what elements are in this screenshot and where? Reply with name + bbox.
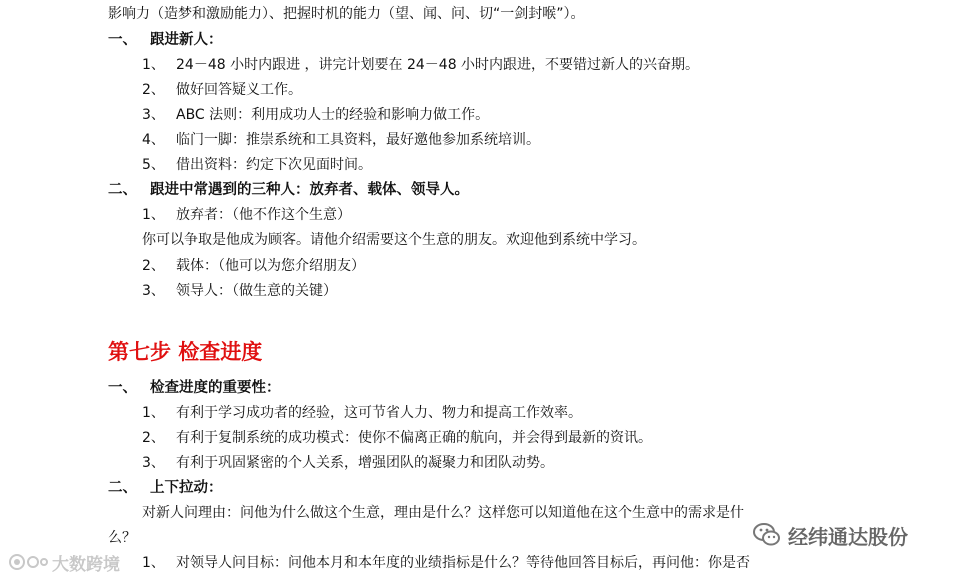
list-item — [142, 205, 351, 225]
intro-tail-text: 影响力（造梦和激励能力）、把握时机的能力（望、闻、问、切“一剑封喉”）。 — [108, 6, 585, 22]
watermark-right — [752, 520, 908, 550]
item-text: 有利于学习成功者的经验，这可节省人力、物力和提高工作效率。 — [176, 405, 582, 421]
section-heading-three-types — [108, 180, 469, 200]
item-number: 2、 — [142, 82, 165, 98]
item-number: 3、 — [142, 283, 165, 299]
item-text: 24－48 小时内跟进 ，讲完计划要在 24－48 小时内跟进，不要错过新人的兴奋期。 — [176, 57, 700, 73]
section-number: 二、 — [108, 182, 137, 198]
item-number: 5、 — [142, 157, 165, 173]
list-item — [142, 256, 365, 276]
item-number: 2、 — [142, 430, 165, 446]
item-text: 载体：（他可以为您介绍朋友） — [176, 258, 365, 274]
item-number: 1、 — [142, 405, 165, 421]
item-text: ABC 法则：利用成功人士的经验和影响力做工作。 — [176, 107, 490, 123]
item-number: 3、 — [142, 455, 165, 471]
item-text: 借出资料：约定下次见面时间。 — [176, 157, 372, 173]
section-title: 跟进中常遇到的三种人：放弃者、载体、领导人。 — [150, 182, 469, 198]
item-text: 临门一脚：推崇系统和工具资料，最好邀他参加系统培训。 — [176, 132, 540, 148]
item-text: 领导人：（做生意的关键） — [176, 283, 337, 299]
section-heading-progress — [108, 378, 281, 398]
section-number: 一、 — [108, 380, 137, 396]
item-text: 放弃者：（他不作这个生意） — [176, 207, 351, 223]
section-title: 上下拉动： — [150, 480, 223, 496]
paragraph: 对新人问理由：问他为什么做这个生意，理由是什么？这样您可以知道他在这个生意中的需求是什 — [142, 505, 744, 521]
section-heading-pull — [108, 478, 223, 498]
list-item — [142, 553, 750, 573]
item-number: 1、 — [142, 555, 165, 571]
section-heading-follow-new — [108, 30, 223, 50]
item-number: 1、 — [142, 207, 165, 223]
list-item — [142, 55, 699, 75]
item-number: 3、 — [142, 107, 165, 123]
list-item — [142, 155, 372, 175]
paragraph: 你可以争取是他成为顾客。请他介绍需要这个生意的朋友。欢迎他到系统中学习。 — [142, 232, 646, 248]
list-item — [142, 403, 582, 423]
list-item — [142, 453, 554, 473]
list-item — [142, 80, 302, 100]
item-text: 有利于复制系统的成功模式：使你不偏离正确的航向，并会得到最新的资讯。 — [176, 430, 652, 446]
item-text: 对领导人问目标：问他本月和本年度的业绩指标是什么？等待他回答目标后，再问他：你是否 — [176, 555, 750, 571]
watermark-right-text: 经纬通达股份 — [788, 524, 908, 549]
list-item — [142, 281, 337, 301]
item-number: 2、 — [142, 258, 165, 274]
list-item — [142, 105, 489, 125]
section-title: 跟进新人： — [150, 32, 223, 48]
section-number: 一、 — [108, 32, 137, 48]
camera-logo-icon — [8, 552, 48, 572]
section-title: 检查进度的重要性： — [150, 380, 281, 396]
item-number: 4、 — [142, 132, 165, 148]
watermark-left — [8, 550, 120, 574]
item-number: 1、 — [142, 57, 165, 73]
paragraph-continuation: 么？ — [108, 530, 136, 546]
wechat-logo-icon — [752, 520, 782, 550]
item-text: 做好回答疑义工作。 — [176, 82, 302, 98]
list-item — [142, 428, 652, 448]
watermark-left-text: 大数跨境 — [52, 554, 120, 575]
section-number: 二、 — [108, 480, 137, 496]
item-text: 有利于巩固紧密的个人关系，增强团队的凝聚力和团队动势。 — [176, 455, 554, 471]
step-title: 第七步 检查进度 — [108, 340, 263, 364]
list-item — [142, 130, 540, 150]
